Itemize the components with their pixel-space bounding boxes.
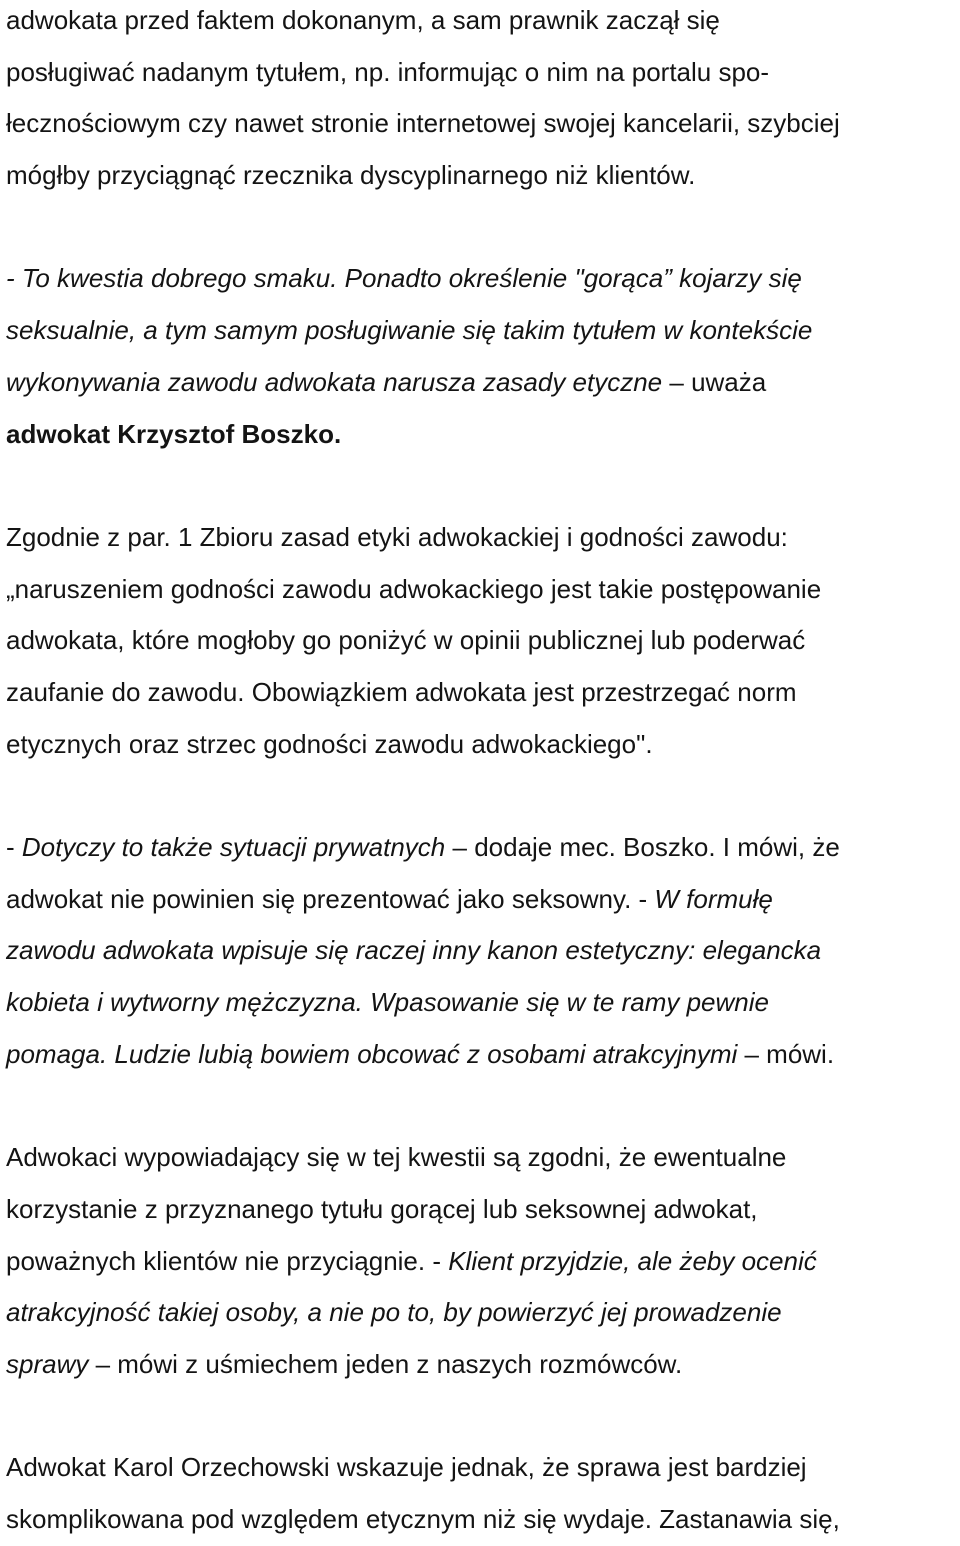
- text-segment: mógłby przyciągnąć rzecznika dyscyplinarnego niż klientów.: [6, 160, 696, 191]
- text-line: [6, 1442, 958, 1494]
- text-segment: skomplikowana pod względem etycznym niż się wydaje. Zastanawia się,: [6, 1503, 840, 1534]
- text-line: [6, 977, 958, 1029]
- text-line: [6, 305, 958, 357]
- paragraph: [6, 822, 958, 1080]
- paragraph-gap: [6, 1391, 958, 1443]
- text-line: [6, 409, 958, 461]
- text-line: [6, 98, 958, 150]
- italic-text: wykonywania zawodu adwokata narusza zasady etyczne: [6, 366, 663, 397]
- bold-text: adwokat Krzysztof Boszko.: [6, 418, 342, 449]
- text-segment: – dodaje mec. Boszko. I mówi, że: [445, 832, 840, 862]
- italic-text: pomaga. Ludzie lubią bowiem obcować z osobami atrakcyjnymi: [6, 1038, 738, 1069]
- italic-text: - To kwestia dobrego smaku. Ponadto określenie "gorąca” kojarzy się: [6, 263, 802, 294]
- text-line: [6, 615, 958, 667]
- text-line: [6, 1236, 958, 1288]
- italic-text: Dotyczy to także sytuacji prywatnych: [21, 832, 446, 862]
- italic-text: atrakcyjność takiej osoby, a nie po to, by powierzyć jej prowadzenie: [6, 1297, 782, 1328]
- italic-text: kobieta i wytworny mężczyzna. Wpasowanie się w te ramy pewnie: [6, 987, 769, 1018]
- text-segment: – mówi z uśmiechem jeden z naszych rozmówców.: [88, 1348, 683, 1379]
- text-segment: adwokata, które mogłoby go poniżyć w opinii publicznej lub poderwać: [6, 625, 806, 656]
- paragraph: [6, 1132, 958, 1390]
- text-line: [6, 1029, 958, 1081]
- text-line: [6, 667, 958, 719]
- text-segment: łecznościowym czy nawet stronie internetowej swojej kancelarii, szybciej: [6, 108, 840, 139]
- italic-text: sprawy: [6, 1348, 89, 1379]
- text-line: [6, 0, 958, 47]
- text-line: [6, 1287, 958, 1339]
- article-body: [6, 0, 958, 1546]
- paragraph-gap: [6, 202, 958, 254]
- text-segment: etycznych oraz strzec godności zawodu adwokackiego".: [6, 728, 653, 759]
- text-segment: zaufanie do zawodu. Obowiązkiem adwokata jest przestrzegać norm: [6, 676, 797, 707]
- paragraph: [6, 0, 958, 202]
- text-segment: poważnych klientów nie przyciągnie. -: [6, 1245, 449, 1276]
- paragraph-gap: [6, 770, 958, 822]
- text-line: [6, 874, 958, 926]
- text-segment: adwokat nie powinien się prezentować jako seksowny. -: [6, 883, 655, 914]
- text-segment: -: [6, 832, 22, 862]
- paragraph-gap: [6, 460, 958, 512]
- text-line: [6, 512, 958, 564]
- text-line: [6, 564, 958, 616]
- paragraph: [6, 253, 958, 460]
- text-line: [6, 1494, 958, 1546]
- text-line: [6, 925, 958, 977]
- text-line: [6, 253, 958, 305]
- text-segment: posługiwać nadanym tytułem, np. informując o nim na portalu spo-: [6, 56, 770, 87]
- text-line: [6, 47, 958, 99]
- text-line: [6, 357, 958, 409]
- text-segment: Adwokaci wypowiadający się w tej kwestii są zgodni, że ewentualne: [6, 1142, 787, 1173]
- text-line: [6, 822, 958, 874]
- text-segment: korzystanie z przyznanego tytułu gorącej lub seksownej adwokat,: [6, 1193, 758, 1224]
- text-line: [6, 1184, 958, 1236]
- text-line: [6, 150, 958, 202]
- text-line: [6, 719, 958, 771]
- italic-text: Klient przyjdzie, ale żeby ocenić: [448, 1245, 817, 1276]
- text-segment: Zgodnie z par. 1 Zbioru zasad etyki adwokackiej i godności zawodu:: [6, 521, 788, 552]
- text-line: [6, 1132, 958, 1184]
- text-segment: – mówi.: [737, 1038, 835, 1069]
- italic-text: seksualnie, a tym samym posługiwanie się takim tytułem w kontekście: [6, 315, 813, 346]
- paragraph-gap: [6, 1080, 958, 1132]
- paragraph: [6, 1442, 958, 1545]
- paragraph: [6, 512, 958, 770]
- italic-text: zawodu adwokata wpisuje się raczej inny kanon estetyczny: elegancka: [6, 935, 822, 966]
- text-segment: – uważa: [662, 366, 767, 397]
- text-line: [6, 1339, 958, 1391]
- text-segment: adwokata przed faktem dokonanym, a sam prawnik zaczął się: [6, 5, 720, 35]
- text-segment: „naruszeniem godności zawodu adwokackiego jest takie postępowanie: [6, 573, 822, 604]
- italic-text: W formułę: [654, 883, 773, 914]
- text-segment: Adwokat Karol Orzechowski wskazuje jednak, że sprawa jest bardziej: [6, 1452, 807, 1483]
